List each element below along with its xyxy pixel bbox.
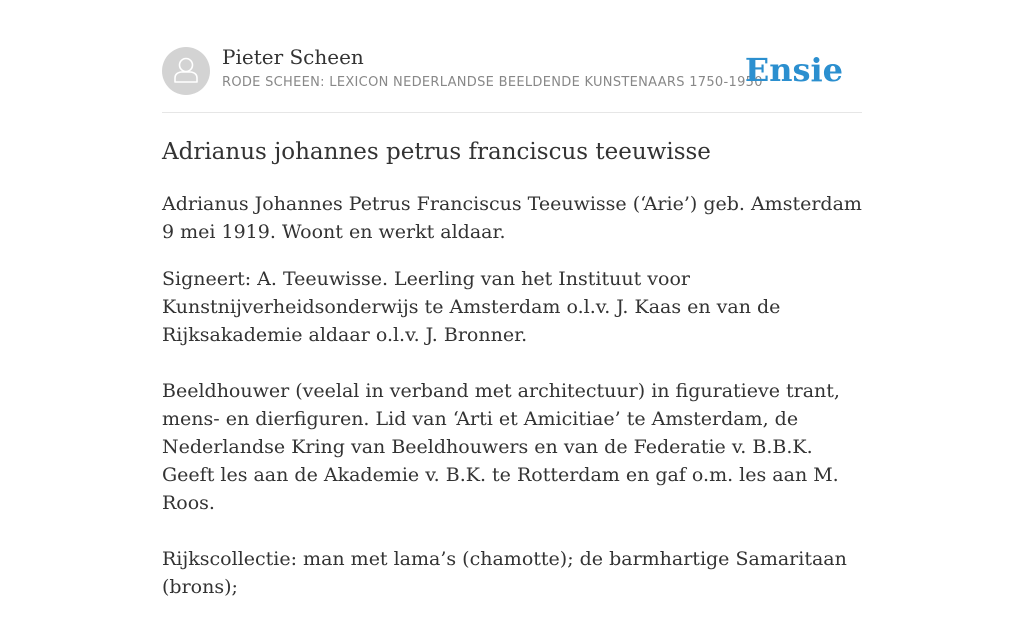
- paragraph-training: Signeert: A. Teeuwisse. Leerling van het Instituut voor Kunstnijverheidsonderwijs te Amsterdam o.l.v. J. Kaas en van de Rijksakademie aldaar o.l.v. J. Bronner.: [162, 268, 781, 346]
- source-lexicon[interactable]: RODE SCHEEN: LEXICON NEDERLANDSE BEELDENDE KUNSTENAARS 1750-1950: [222, 75, 763, 90]
- paragraph-intro: Adrianus Johannes Petrus Franciscus Teeuwisse (‘Arie’) geb. Amsterdam 9 mei 1919. Woont en werkt aldaar.: [162, 193, 862, 243]
- author-name[interactable]: Pieter Scheen: [222, 45, 364, 69]
- article-header: [162, 40, 862, 113]
- paragraph-collection: Rijkscollectie: man met lama’s (chamotte); de barmhartige Samaritaan (brons);: [162, 548, 847, 598]
- author-avatar[interactable]: [162, 47, 210, 95]
- user-silhouette-icon: [162, 47, 210, 95]
- article-content: [162, 136, 862, 620]
- ensie-logo-link[interactable]: Ensie: [744, 51, 843, 89]
- paragraph-career: Beeldhouwer (veelal in verband met architectuur) in figuratieve trant, mens- en dierfiguren. Lid van ‘Arti et Amicitiae’ te Amsterdam, de Nederlandse Kring van Beeldhouwers en van de Federatie v. B.B.K. Geeft les aan de Akademie v. B.K. te Rotterdam en gaf o.m. les aan M. Roos.: [162, 380, 840, 514]
- page-title: Adrianus johannes petrus franciscus teeuwisse: [162, 139, 711, 165]
